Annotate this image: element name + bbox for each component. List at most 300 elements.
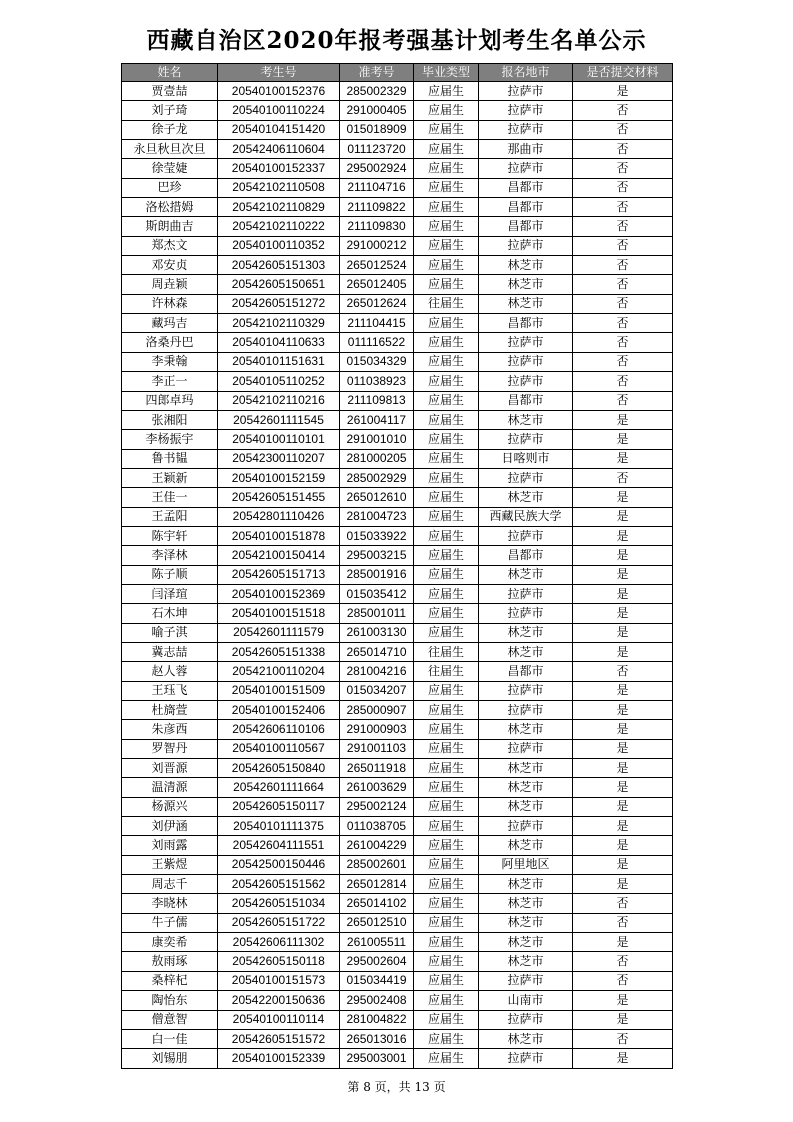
cell-candidate-number: 20540100152339	[218, 1049, 340, 1068]
cell-graduation-type: 应届生	[414, 817, 479, 836]
cell-materials-submitted: 否	[573, 236, 673, 255]
cell-graduation-type: 应届生	[414, 217, 479, 236]
cell-admission-number: 281004822	[340, 1010, 414, 1029]
cell-registration-city: 拉萨市	[479, 971, 573, 990]
cell-admission-number: 291000405	[340, 101, 414, 120]
table-row	[122, 178, 673, 197]
cell-materials-submitted: 是	[573, 507, 673, 526]
cell-admission-number: 011123720	[340, 140, 414, 159]
table-row	[122, 952, 673, 971]
cell-materials-submitted: 是	[573, 642, 673, 661]
cell-candidate-number: 20542605151338	[218, 642, 340, 661]
cell-graduation-type: 应届生	[414, 1049, 479, 1068]
cell-registration-city: 林芝市	[479, 952, 573, 971]
cell-name: 许林森	[122, 294, 218, 313]
cell-registration-city: 林芝市	[479, 294, 573, 313]
table-row	[122, 933, 673, 952]
cell-admission-number: 295003001	[340, 1049, 414, 1068]
cell-materials-submitted: 是	[573, 797, 673, 816]
cell-name: 罗智丹	[122, 739, 218, 758]
cell-name: 陶怡东	[122, 991, 218, 1010]
table-row	[122, 449, 673, 468]
table-row	[122, 1049, 673, 1068]
table-row	[122, 1029, 673, 1048]
cell-graduation-type: 应届生	[414, 82, 479, 101]
cell-materials-submitted: 否	[573, 198, 673, 217]
cell-materials-submitted: 是	[573, 875, 673, 894]
cell-registration-city: 拉萨市	[479, 236, 573, 255]
cell-admission-number: 285001011	[340, 604, 414, 623]
cell-registration-city: 林芝市	[479, 410, 573, 429]
cell-graduation-type: 应届生	[414, 352, 479, 371]
cell-name: 李秉翰	[122, 352, 218, 371]
cell-candidate-number: 20540105110252	[218, 372, 340, 391]
table-row	[122, 236, 673, 255]
cell-admission-number: 015034207	[340, 681, 414, 700]
cell-materials-submitted: 是	[573, 565, 673, 584]
cell-admission-number: 015018909	[340, 120, 414, 139]
cell-materials-submitted: 否	[573, 275, 673, 294]
cell-materials-submitted: 是	[573, 604, 673, 623]
cell-admission-number: 291000212	[340, 236, 414, 255]
cell-candidate-number: 20542601111664	[218, 778, 340, 797]
table-row	[122, 488, 673, 507]
cell-registration-city: 林芝市	[479, 275, 573, 294]
table-row	[122, 333, 673, 352]
cell-materials-submitted: 是	[573, 817, 673, 836]
table-row	[122, 256, 673, 275]
cell-graduation-type: 应届生	[414, 681, 479, 700]
cell-candidate-number: 20540100152369	[218, 584, 340, 603]
cell-materials-submitted: 否	[573, 256, 673, 275]
cell-admission-number: 261003629	[340, 778, 414, 797]
cell-materials-submitted: 否	[573, 120, 673, 139]
table-header-row	[122, 64, 673, 82]
cell-admission-number: 281004216	[340, 662, 414, 681]
cell-registration-city: 拉萨市	[479, 817, 573, 836]
cell-admission-number: 261004229	[340, 836, 414, 855]
cell-admission-number: 261005511	[340, 933, 414, 952]
cell-graduation-type: 应届生	[414, 1010, 479, 1029]
cell-candidate-number: 20542605150840	[218, 759, 340, 778]
cell-admission-number: 265012610	[340, 488, 414, 507]
cell-graduation-type: 应届生	[414, 546, 479, 565]
cell-candidate-number: 20542605150651	[218, 275, 340, 294]
cell-registration-city: 昌都市	[479, 217, 573, 236]
cell-registration-city: 昌都市	[479, 391, 573, 410]
cell-candidate-number: 20540100151518	[218, 604, 340, 623]
cell-admission-number: 011116522	[340, 333, 414, 352]
cell-graduation-type: 应届生	[414, 759, 479, 778]
cell-admission-number: 285001916	[340, 565, 414, 584]
cell-materials-submitted: 是	[573, 720, 673, 739]
cell-registration-city: 昌都市	[479, 546, 573, 565]
cell-admission-number: 261004117	[340, 410, 414, 429]
cell-name: 王紫煜	[122, 855, 218, 874]
cell-registration-city: 拉萨市	[479, 82, 573, 101]
cell-registration-city: 拉萨市	[479, 701, 573, 720]
cell-admission-number: 285002929	[340, 468, 414, 487]
cell-registration-city: 林芝市	[479, 894, 573, 913]
cell-registration-city: 拉萨市	[479, 468, 573, 487]
cell-admission-number: 261003130	[340, 623, 414, 642]
cell-materials-submitted: 是	[573, 701, 673, 720]
cell-name: 刘子琦	[122, 101, 218, 120]
cell-name: 李正一	[122, 372, 218, 391]
cell-admission-number: 211104716	[340, 178, 414, 197]
cell-candidate-number: 20540100151573	[218, 971, 340, 990]
cell-candidate-number: 20540104110633	[218, 333, 340, 352]
cell-admission-number: 291001010	[340, 430, 414, 449]
cell-name: 刘伊涵	[122, 817, 218, 836]
cell-admission-number: 295002924	[340, 159, 414, 178]
cell-graduation-type: 应届生	[414, 855, 479, 874]
cell-graduation-type: 往届生	[414, 662, 479, 681]
table-row	[122, 410, 673, 429]
cell-candidate-number: 20542605151034	[218, 894, 340, 913]
table-row	[122, 913, 673, 932]
cell-name: 桑梓杞	[122, 971, 218, 990]
cell-admission-number: 211109822	[340, 198, 414, 217]
cell-registration-city: 林芝市	[479, 642, 573, 661]
cell-admission-number: 011038923	[340, 372, 414, 391]
cell-graduation-type: 应届生	[414, 584, 479, 603]
cell-name: 闫泽瑄	[122, 584, 218, 603]
table-row	[122, 681, 673, 700]
header-name: 姓名	[122, 64, 218, 82]
cell-materials-submitted: 是	[573, 855, 673, 874]
cell-candidate-number: 20542605151303	[218, 256, 340, 275]
cell-materials-submitted: 是	[573, 681, 673, 700]
cell-graduation-type: 应届生	[414, 875, 479, 894]
cell-name: 刘锡朋	[122, 1049, 218, 1068]
cell-candidate-number: 20542200150636	[218, 991, 340, 1010]
cell-candidate-number: 20540100152376	[218, 82, 340, 101]
cell-graduation-type: 应届生	[414, 198, 479, 217]
cell-registration-city: 昌都市	[479, 662, 573, 681]
table-row	[122, 797, 673, 816]
cell-name: 敖雨琢	[122, 952, 218, 971]
header-admission-number: 准考号	[340, 64, 414, 82]
cell-admission-number: 015035412	[340, 584, 414, 603]
cell-registration-city: 昌都市	[479, 178, 573, 197]
cell-registration-city: 拉萨市	[479, 352, 573, 371]
cell-graduation-type: 应届生	[414, 430, 479, 449]
cell-candidate-number: 20540100152337	[218, 159, 340, 178]
cell-name: 赵人蓉	[122, 662, 218, 681]
cell-admission-number: 265014710	[340, 642, 414, 661]
cell-name: 王珏飞	[122, 681, 218, 700]
cell-candidate-number: 20542605150118	[218, 952, 340, 971]
cell-admission-number: 265013016	[340, 1029, 414, 1048]
page-number: 第 8 页，共 13 页	[347, 1080, 446, 1094]
cell-name: 王孟阳	[122, 507, 218, 526]
cell-admission-number: 265012510	[340, 913, 414, 932]
cell-materials-submitted: 否	[573, 140, 673, 159]
cell-registration-city: 林芝市	[479, 488, 573, 507]
cell-admission-number: 015033922	[340, 526, 414, 545]
table-row	[122, 855, 673, 874]
cell-candidate-number: 20540100110114	[218, 1010, 340, 1029]
cell-registration-city: 日喀则市	[479, 449, 573, 468]
table-row	[122, 759, 673, 778]
table-row	[122, 468, 673, 487]
table-row	[122, 565, 673, 584]
table-row	[122, 120, 673, 139]
table-row	[122, 314, 673, 333]
cell-materials-submitted: 是	[573, 759, 673, 778]
cell-candidate-number: 20542102110829	[218, 198, 340, 217]
cell-registration-city: 阿里地区	[479, 855, 573, 874]
table-row	[122, 991, 673, 1010]
table-row	[122, 971, 673, 990]
cell-materials-submitted: 是	[573, 410, 673, 429]
cell-candidate-number: 20540100110567	[218, 739, 340, 758]
cell-name: 刘雨露	[122, 836, 218, 855]
cell-graduation-type: 应届生	[414, 778, 479, 797]
cell-registration-city: 昌都市	[479, 198, 573, 217]
cell-materials-submitted: 否	[573, 314, 673, 333]
cell-materials-submitted: 否	[573, 159, 673, 178]
cell-materials-submitted: 是	[573, 991, 673, 1010]
cell-graduation-type: 往届生	[414, 294, 479, 313]
cell-candidate-number: 20542601111579	[218, 623, 340, 642]
table-row	[122, 140, 673, 159]
cell-graduation-type: 应届生	[414, 101, 479, 120]
cell-name: 邓安贞	[122, 256, 218, 275]
cell-materials-submitted: 否	[573, 372, 673, 391]
table-row	[122, 430, 673, 449]
cell-candidate-number: 20542604111551	[218, 836, 340, 855]
cell-graduation-type: 应届生	[414, 275, 479, 294]
cell-graduation-type: 应届生	[414, 488, 479, 507]
cell-registration-city: 山南市	[479, 991, 573, 1010]
cell-name: 徐莹婕	[122, 159, 218, 178]
cell-candidate-number: 20540101111375	[218, 817, 340, 836]
cell-admission-number: 015034419	[340, 971, 414, 990]
cell-registration-city: 拉萨市	[479, 1049, 573, 1068]
cell-name: 洛松措姆	[122, 198, 218, 217]
cell-admission-number: 265012814	[340, 875, 414, 894]
cell-name: 刘晋源	[122, 759, 218, 778]
cell-candidate-number: 20540100110101	[218, 430, 340, 449]
table-row	[122, 391, 673, 410]
cell-registration-city: 林芝市	[479, 256, 573, 275]
cell-registration-city: 西藏民族大学	[479, 507, 573, 526]
cell-name: 温清源	[122, 778, 218, 797]
cell-materials-submitted: 是	[573, 449, 673, 468]
cell-graduation-type: 应届生	[414, 314, 479, 333]
cell-admission-number: 291001103	[340, 739, 414, 758]
table-body	[122, 82, 673, 1069]
cell-registration-city: 拉萨市	[479, 159, 573, 178]
cell-materials-submitted: 否	[573, 662, 673, 681]
cell-graduation-type: 应届生	[414, 701, 479, 720]
cell-name: 石木坤	[122, 604, 218, 623]
table-row	[122, 701, 673, 720]
cell-graduation-type: 往届生	[414, 642, 479, 661]
cell-materials-submitted: 否	[573, 913, 673, 932]
cell-admission-number: 291000903	[340, 720, 414, 739]
cell-name: 康奕希	[122, 933, 218, 952]
cell-name: 喻子淇	[122, 623, 218, 642]
cell-graduation-type: 应届生	[414, 449, 479, 468]
cell-graduation-type: 应届生	[414, 526, 479, 545]
cell-graduation-type: 应届生	[414, 565, 479, 584]
cell-name: 斯朗曲吉	[122, 217, 218, 236]
cell-graduation-type: 应届生	[414, 372, 479, 391]
cell-candidate-number: 20542801110426	[218, 507, 340, 526]
cell-name: 白一佳	[122, 1029, 218, 1048]
cell-candidate-number: 20542605151572	[218, 1029, 340, 1048]
cell-materials-submitted: 否	[573, 391, 673, 410]
cell-materials-submitted: 是	[573, 1010, 673, 1029]
cell-name: 僧意智	[122, 1010, 218, 1029]
cell-admission-number: 285002329	[340, 82, 414, 101]
document-title: 西藏自治区2020年报考强基计划考生名单公示	[146, 27, 647, 54]
cell-candidate-number: 20542500150446	[218, 855, 340, 874]
cell-admission-number: 265012624	[340, 294, 414, 313]
cell-candidate-number: 20542102110222	[218, 217, 340, 236]
cell-name: 李晓林	[122, 894, 218, 913]
cell-materials-submitted: 是	[573, 778, 673, 797]
cell-name: 贾壹喆	[122, 82, 218, 101]
cell-name: 陈子顺	[122, 565, 218, 584]
cell-candidate-number: 20542605151713	[218, 565, 340, 584]
cell-materials-submitted: 否	[573, 101, 673, 120]
table-row	[122, 294, 673, 313]
cell-name: 周垚颖	[122, 275, 218, 294]
cell-registration-city: 拉萨市	[479, 739, 573, 758]
cell-registration-city: 拉萨市	[479, 372, 573, 391]
cell-materials-submitted: 是	[573, 1049, 673, 1068]
cell-graduation-type: 应届生	[414, 623, 479, 642]
cell-admission-number: 265012524	[340, 256, 414, 275]
cell-candidate-number: 20540100151878	[218, 526, 340, 545]
cell-materials-submitted: 是	[573, 623, 673, 642]
table-row	[122, 720, 673, 739]
cell-name: 永旦秋旦次旦	[122, 140, 218, 159]
cell-candidate-number: 20540101151631	[218, 352, 340, 371]
cell-materials-submitted: 否	[573, 894, 673, 913]
cell-candidate-number: 20542605150117	[218, 797, 340, 816]
cell-candidate-number: 20540100152159	[218, 468, 340, 487]
cell-graduation-type: 应届生	[414, 913, 479, 932]
table-row	[122, 817, 673, 836]
cell-graduation-type: 应届生	[414, 1029, 479, 1048]
cell-registration-city: 拉萨市	[479, 681, 573, 700]
cell-materials-submitted: 否	[573, 294, 673, 313]
cell-materials-submitted: 是	[573, 546, 673, 565]
cell-admission-number: 295003215	[340, 546, 414, 565]
table-row	[122, 217, 673, 236]
cell-candidate-number: 20540100110352	[218, 236, 340, 255]
cell-candidate-number: 20540100151509	[218, 681, 340, 700]
table-row	[122, 604, 673, 623]
cell-materials-submitted: 否	[573, 352, 673, 371]
cell-name: 四郎卓玛	[122, 391, 218, 410]
table-row	[122, 507, 673, 526]
table-row	[122, 584, 673, 603]
cell-materials-submitted: 否	[573, 971, 673, 990]
cell-name: 朱彦西	[122, 720, 218, 739]
cell-registration-city: 林芝市	[479, 836, 573, 855]
cell-candidate-number: 20542102110216	[218, 391, 340, 410]
cell-registration-city: 林芝市	[479, 933, 573, 952]
cell-graduation-type: 应届生	[414, 739, 479, 758]
cell-name: 牛子儒	[122, 913, 218, 932]
cell-materials-submitted: 否	[573, 952, 673, 971]
cell-graduation-type: 应届生	[414, 333, 479, 352]
cell-graduation-type: 应届生	[414, 952, 479, 971]
cell-materials-submitted: 是	[573, 488, 673, 507]
cell-candidate-number: 20542102110329	[218, 314, 340, 333]
cell-candidate-number: 20542100150414	[218, 546, 340, 565]
cell-materials-submitted: 是	[573, 526, 673, 545]
cell-materials-submitted: 是	[573, 82, 673, 101]
cell-materials-submitted: 否	[573, 178, 673, 197]
cell-registration-city: 拉萨市	[479, 101, 573, 120]
cell-candidate-number: 20542102110508	[218, 178, 340, 197]
cell-materials-submitted: 是	[573, 933, 673, 952]
cell-graduation-type: 应届生	[414, 468, 479, 487]
cell-registration-city: 林芝市	[479, 759, 573, 778]
cell-registration-city: 林芝市	[479, 913, 573, 932]
cell-registration-city: 拉萨市	[479, 584, 573, 603]
cell-candidate-number: 20542606110106	[218, 720, 340, 739]
table-row	[122, 836, 673, 855]
cell-candidate-number: 20542601111545	[218, 410, 340, 429]
cell-name: 李泽林	[122, 546, 218, 565]
table-row	[122, 623, 673, 642]
cell-graduation-type: 应届生	[414, 507, 479, 526]
cell-registration-city: 拉萨市	[479, 333, 573, 352]
cell-registration-city: 昌都市	[479, 314, 573, 333]
table-row	[122, 875, 673, 894]
cell-candidate-number: 20542100110204	[218, 662, 340, 681]
table-row	[122, 82, 673, 101]
cell-name: 洛桑丹巴	[122, 333, 218, 352]
cell-candidate-number: 20542605151562	[218, 875, 340, 894]
cell-registration-city: 拉萨市	[479, 120, 573, 139]
cell-registration-city: 林芝市	[479, 623, 573, 642]
cell-registration-city: 林芝市	[479, 797, 573, 816]
cell-graduation-type: 应届生	[414, 140, 479, 159]
cell-registration-city: 林芝市	[479, 720, 573, 739]
cell-admission-number: 295002408	[340, 991, 414, 1010]
cell-registration-city: 林芝市	[479, 1029, 573, 1048]
cell-registration-city: 拉萨市	[479, 1010, 573, 1029]
cell-graduation-type: 应届生	[414, 120, 479, 139]
cell-candidate-number: 20542605151455	[218, 488, 340, 507]
table-row	[122, 372, 673, 391]
table-row	[122, 739, 673, 758]
cell-materials-submitted: 否	[573, 217, 673, 236]
cell-name: 巴珍	[122, 178, 218, 197]
table-row	[122, 275, 673, 294]
cell-materials-submitted: 否	[573, 1029, 673, 1048]
cell-materials-submitted: 否	[573, 468, 673, 487]
cell-admission-number: 281004723	[340, 507, 414, 526]
cell-name: 郑杰文	[122, 236, 218, 255]
cell-admission-number: 265011918	[340, 759, 414, 778]
table-row	[122, 526, 673, 545]
table-row	[122, 778, 673, 797]
cell-admission-number: 015034329	[340, 352, 414, 371]
cell-name: 王颖新	[122, 468, 218, 487]
cell-admission-number: 211109813	[340, 391, 414, 410]
cell-name: 张湘阳	[122, 410, 218, 429]
